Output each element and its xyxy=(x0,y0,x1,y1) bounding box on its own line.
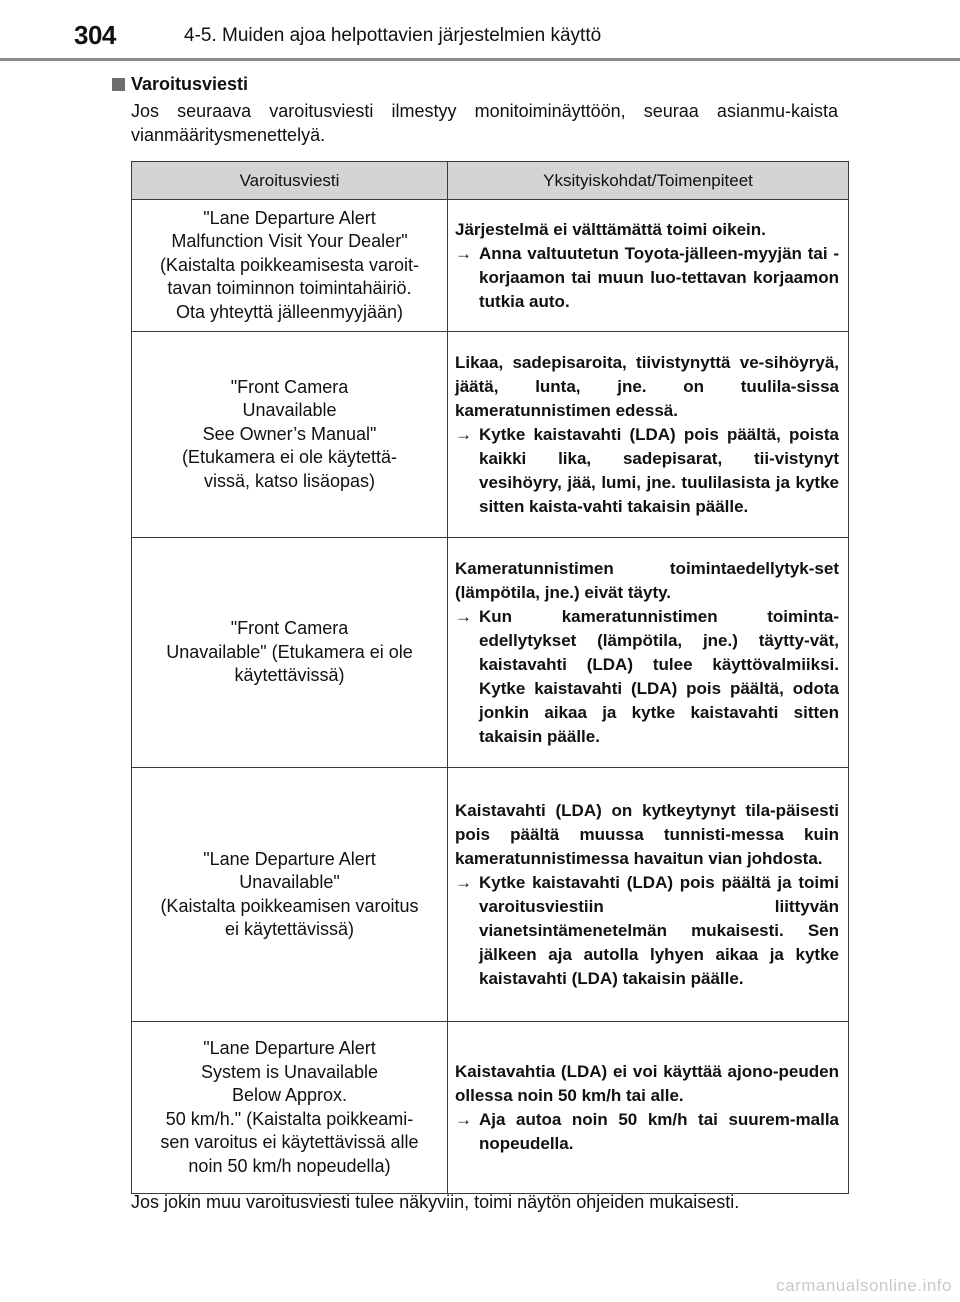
warning-message-line: "Lane Departure Alert xyxy=(203,1038,376,1058)
watermark-text: carmanualsonline.info xyxy=(776,1276,952,1295)
section-title: 4-5. Muiden ajoa helpottavien järjestelmien käyttö xyxy=(184,25,602,46)
page-header xyxy=(0,0,960,62)
cause-text: Kaistavahtia (LDA) ei voi käyttää ajono-peuden ollessa noin 50 km/h tai alle. xyxy=(455,1061,839,1105)
cause-text: Järjestelmä ei välttämättä toimi oikein. xyxy=(455,219,766,239)
column-header-details: Yksityiskohdat/Toimenpiteet xyxy=(448,162,849,200)
action-text: Kytke kaistavahti (LDA) pois päältä, poista kaikki lika, sadepisarat, tii-vistynyt vesihöyry, jää, lumi, jne. tuulilasista ja kytke sitten kaista-vahti takaisin päälle. xyxy=(479,424,839,516)
action-text: Aja autoa noin 50 km/h tai suurem-malla nopeudella. xyxy=(479,1109,839,1153)
cause-text: Likaa, sadepisaroita, tiivistynyttä ve-sihöyryä, jäätä, lunta, jne. on tuulila-sissa kameratunnistimen edessä. xyxy=(455,352,839,420)
details-cell xyxy=(448,538,849,768)
action-text: Kun kameratunnistimen toiminta-edellytykset (lämpötila, jne.) täytty-vät, kaistavahti (LDA) tulee käyttövalmiiksi. Kytke kaistavahti (LDA) pois päältä, odota jonkin aikaa ja kytke kaistavahti sitten takaisin päälle. xyxy=(479,606,839,746)
table-row xyxy=(132,768,849,1022)
warning-message-line: (Kaistalta poikkeamisesta varoit- xyxy=(159,254,420,275)
table-row xyxy=(132,1022,849,1194)
arrow-right-icon: → xyxy=(455,606,472,626)
cause-text: Kameratunnistimen toimintaedellytyk-set (lämpötila, jne.) eivät täyty. xyxy=(455,558,839,602)
square-bullet-icon xyxy=(112,78,125,91)
column-header-message: Varoitusviesti xyxy=(132,162,448,200)
details-cell xyxy=(448,200,849,332)
table-row xyxy=(132,332,849,538)
arrow-right-icon: → xyxy=(455,1109,472,1129)
warning-message-line: tavan toiminnon toimintahäiriö. xyxy=(167,278,412,299)
warning-message-line: See Owner’s Manual" xyxy=(202,423,377,444)
action-text: Kytke kaistavahti (LDA) pois päältä ja toimi varoitusviestiin liittyvän vianetsintämenetelmän mukaisesti. Sen jälkeen aja autolla lyhyen aikaa ja kytke kaistavahti (LDA) takaisin päälle. xyxy=(479,872,839,988)
warning-message-line: (Kaistalta poikkeamisen varoitus xyxy=(160,895,419,916)
subsection-heading xyxy=(112,73,248,95)
table-row xyxy=(132,538,849,768)
details-cell xyxy=(448,332,849,538)
action-item xyxy=(455,1108,839,1156)
warning-message-line: (Etukamera ei ole käytettä- xyxy=(181,447,398,468)
warning-message-line: sen varoitus ei käytettävissä alle xyxy=(160,1132,419,1152)
action-item xyxy=(455,871,839,991)
warning-message-line: "Front Camera xyxy=(230,376,349,397)
warning-message-line: Ota yhteyttä jälleenmyyjään) xyxy=(175,301,404,322)
action-text: Anna valtuutetun Toyota-jälleen-myyjän tai -korjaamon tai muun luo-tettavan korjaamon tutkia auto. xyxy=(479,243,839,311)
warning-message-cell xyxy=(132,200,448,332)
arrow-right-icon: → xyxy=(455,872,472,892)
warning-message-line: "Front Camera xyxy=(230,618,349,639)
table-row xyxy=(132,200,849,332)
warning-message-line: "Lane Departure Alert xyxy=(203,848,376,869)
header-divider xyxy=(0,58,960,61)
warning-message-line: Unavailable" xyxy=(239,872,340,892)
intro-paragraph: Jos seuraava varoitusviesti ilmestyy monitoiminäyttöön, seuraa asianmu-kaista vianmääritysmenettelyä. xyxy=(131,101,838,145)
action-item xyxy=(455,605,839,749)
warning-message-line: Below Approx. xyxy=(231,1085,348,1105)
action-item xyxy=(455,423,839,519)
closing-note: Jos jokin muu varoitusviesti tulee näkyviin, toimi näytön ohjeiden mukaisesti. xyxy=(131,1192,740,1212)
warning-message-cell xyxy=(132,1022,448,1194)
warning-message-line: käytettävissä) xyxy=(234,665,345,686)
warning-message-line: ei käytettävissä) xyxy=(224,919,355,939)
page-number: 304 xyxy=(74,20,116,50)
warning-message-cell xyxy=(132,332,448,538)
warning-message-table xyxy=(131,161,849,1194)
table-header-row xyxy=(132,162,849,200)
warning-message-line: "Lane Departure Alert xyxy=(203,207,376,228)
warning-message-cell xyxy=(132,768,448,1022)
warning-message-line: vissä, katso lisäopas) xyxy=(203,470,376,491)
details-cell xyxy=(448,1022,849,1194)
arrow-right-icon: → xyxy=(455,424,472,444)
cause-text: Kaistavahti (LDA) on kytkeytynyt tila-päisesti pois päältä muussa tunnisti-messa kuin kameratunnistimessa havaitun vian johdosta. xyxy=(455,800,839,868)
warning-message-line: Unavailable xyxy=(242,400,337,421)
action-item xyxy=(455,242,839,314)
warning-message-line: Unavailable" (Etukamera ei ole xyxy=(166,641,413,662)
arrow-right-icon: → xyxy=(455,243,472,263)
warning-message-line: System is Unavailable xyxy=(200,1061,379,1082)
warning-message-line: 50 km/h." (Kaistalta poikkeami- xyxy=(165,1108,414,1129)
subsection-title: Varoitusviesti xyxy=(131,74,249,94)
warning-message-line: Malfunction Visit Your Dealer" xyxy=(171,231,408,252)
details-cell xyxy=(448,768,849,1022)
warning-message-cell xyxy=(132,538,448,768)
warning-message-line: noin 50 km/h nopeudella) xyxy=(188,1155,391,1176)
